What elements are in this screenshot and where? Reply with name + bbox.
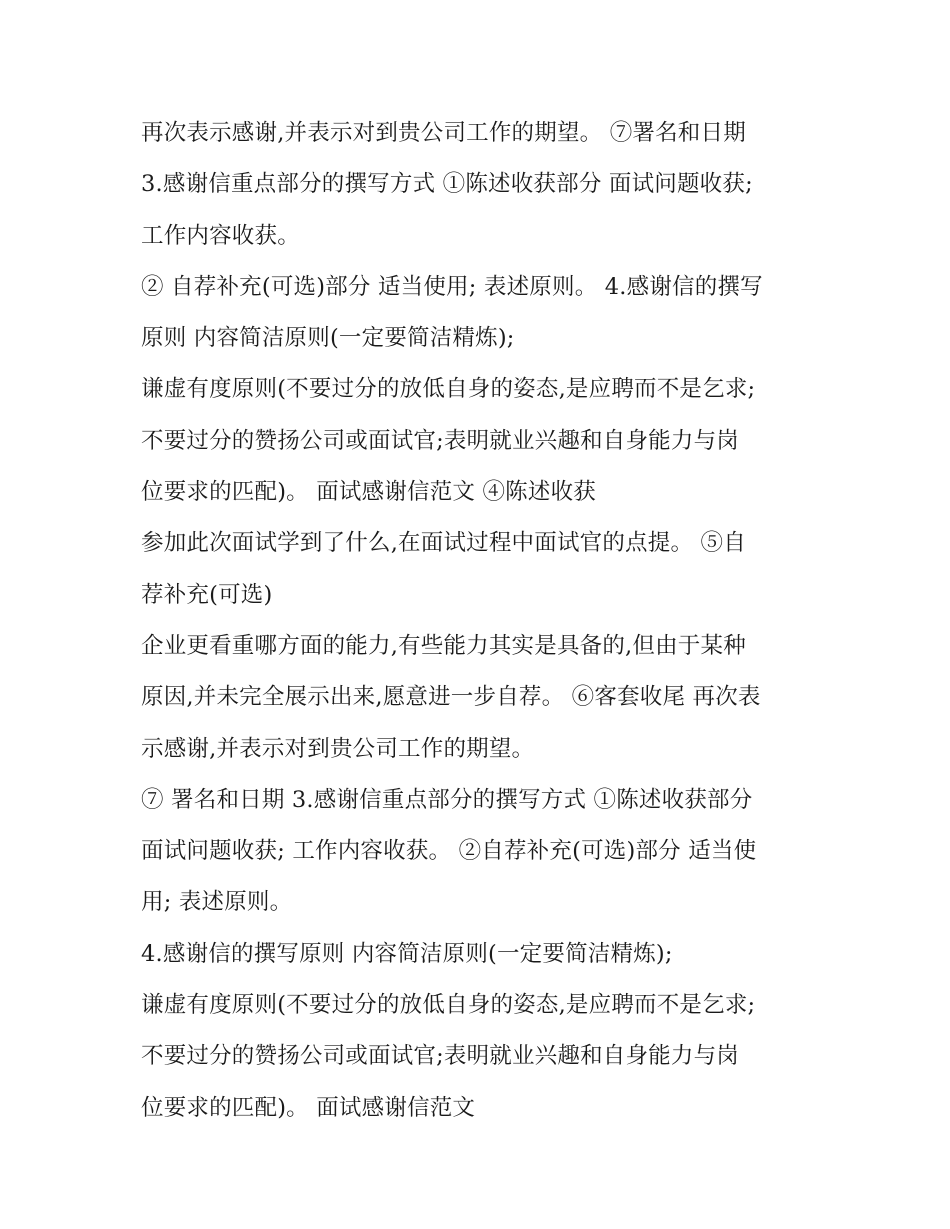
text-line: 谦虚有度原则(不要过分的放低自身的姿态,是应聘而不是乞求;: [141, 992, 756, 1019]
text-line: 不要过分的赞扬公司或面试官;表明就业兴趣和自身能力与岗: [141, 427, 739, 454]
text-line: 位要求的匹配)。 面试感谢信范文: [141, 1094, 476, 1121]
document-body: [141, 108, 821, 1134]
text-line: ② 自荐补充(可选)部分 适当使用; 表述原则。 4.感谢信的撰写: [141, 273, 763, 300]
text-line: 用; 表述原则。: [141, 889, 293, 916]
text-line: 参加此次面试学到了什么,在面试过程中面试官的点提。 ⑤自: [141, 530, 746, 557]
text-line: 3.感谢信重点部分的撰写方式 ①陈述收获部分 面试问题收获;: [141, 171, 753, 198]
text-line: ⑦ 署名和日期 3.感谢信重点部分的撰写方式 ①陈述收获部分: [141, 786, 753, 813]
text-line: 谦虚有度原则(不要过分的放低自身的姿态,是应聘而不是乞求;: [141, 376, 756, 403]
text-line: 4.感谢信的撰写原则 内容简洁原则(一定要简洁精炼);: [141, 940, 673, 967]
text-line: 工作内容收获。: [141, 222, 300, 249]
text-line: 面试问题收获; 工作内容收获。 ②自荐补充(可选)部分 适当使: [141, 838, 757, 865]
text-line: 示感谢,并表示对到贵公司工作的期望。: [141, 735, 535, 762]
text-line: 企业更看重哪方面的能力,有些能力其实是具备的,但由于某种: [141, 632, 746, 659]
text-line: 原因,并未完全展示出来,愿意进一步自荐。 ⑥客套收尾 再次表: [141, 684, 761, 711]
text-line: 荐补充(可选): [141, 581, 273, 608]
text-line: 不要过分的赞扬公司或面试官;表明就业兴趣和自身能力与岗: [141, 1043, 739, 1070]
text-line: 再次表示感谢,并表示对到贵公司工作的期望。 ⑦署名和日期: [141, 120, 746, 146]
text-line: 原则 内容简洁原则(一定要简洁精炼);: [141, 325, 515, 352]
text-line: 位要求的匹配)。 面试感谢信范文 ④陈述收获: [141, 479, 596, 506]
